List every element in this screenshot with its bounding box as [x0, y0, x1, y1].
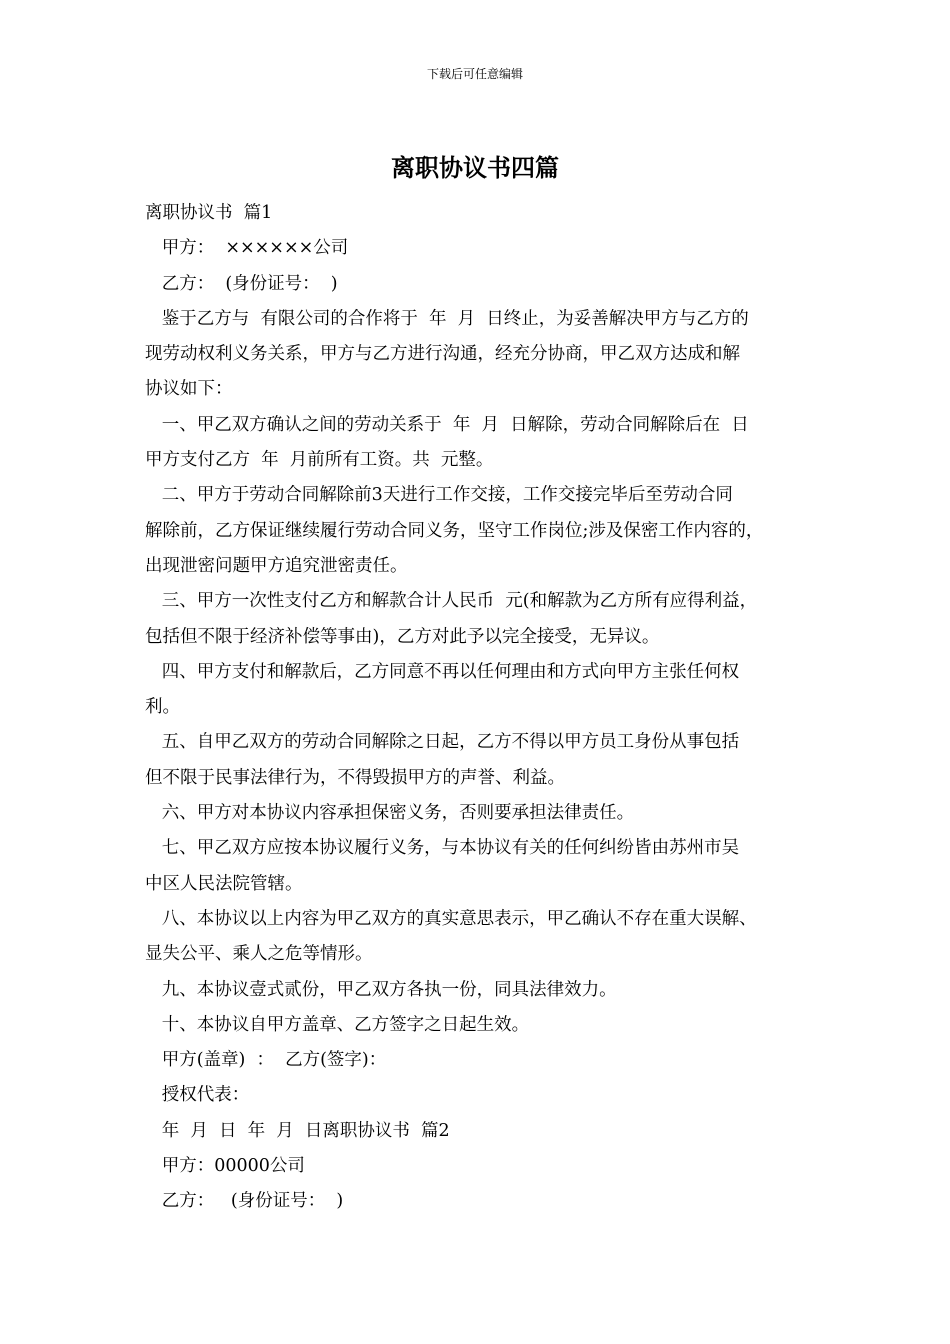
text-line: 甲方(盖章) ： 乙方(签字)： [145, 1050, 387, 1071]
text-line: 一、甲乙双方确认之间的劳动关系于 年 月 日解除，劳动合同解除后在 日 [145, 414, 749, 435]
text-line: 协议如下： [145, 379, 233, 400]
text-line: 四、甲方支付和解款后，乙方同意不再以任何理由和方式向甲方主张任何权 [145, 661, 740, 682]
text-line: 中区人民法院管辖。 [145, 873, 303, 894]
text-line: 年 月 日 年 月 日离职协议书 篇2 [145, 1120, 450, 1141]
text-line: 现劳动权利义务关系，甲方与乙方进行沟通，经充分协商，甲乙双方达成和解 [145, 344, 740, 365]
text-line: 甲方：00000公司 [145, 1156, 305, 1177]
text-line: 十、本协议自甲方盖章、乙方签字之日起生效。 [145, 1014, 530, 1035]
text-line: 出现泄密问题甲方追究泄密责任。 [145, 555, 408, 576]
text-line: 三、甲方一次性支付乙方和解款合计人民币 元(和解款为乙方所有应得利益， [145, 591, 758, 612]
text-line: 六、甲方对本协议内容承担保密义务，否则要承担法律责任。 [145, 803, 635, 824]
text-line: 八、本协议以上内容为甲乙双方的真实意思表示，甲乙确认不存在重大误解、 [145, 908, 757, 929]
text-line: 九、本协议壹式贰份，甲乙双方各执一份，同具法律效力。 [145, 979, 617, 1000]
header-note: 下载后可任意编辑 [426, 67, 523, 81]
text-line: 甲方支付乙方 年 月前所有工资。共 元整。 [145, 450, 494, 471]
text-line: 解除前，乙方保证继续履行劳动合同义务，坚守工作岗位;涉及保密工作内容的， [145, 520, 764, 541]
text-line: 离职协议书 篇1 [145, 203, 273, 223]
text-line: 五、自甲乙双方的劳动合同解除之日起，乙方不得以甲方员工身份从事包括 [145, 732, 740, 753]
document-title: 离职协议书四篇 [391, 153, 559, 182]
text-line: 乙方： (身份证号： ) [145, 273, 338, 294]
text-line: 鉴于乙方与 有限公司的合作将于 年 月 日终止，为妥善解决甲方与乙方的 [145, 308, 749, 329]
text-line: 七、甲乙双方应按本协议履行义务，与本协议有关的任何纠纷皆由苏州市吴 [145, 838, 740, 859]
text-line: 显失公平、乘人之危等情形。 [145, 944, 373, 965]
text-line: 乙方： (身份证号： ) [145, 1191, 344, 1212]
text-line: 二、甲方于劳动合同解除前3天进行工作交接，工作交接完毕后至劳动合同 [145, 485, 733, 506]
text-line: 但不限于民事法律行为，不得毁损甲方的声誉、利益。 [145, 767, 565, 788]
text-line: 授权代表： [145, 1085, 250, 1106]
document-body [145, 196, 835, 1220]
text-line: 包括但不限于经济补偿等事由)，乙方对此予以完全接受，无异议。 [145, 626, 660, 647]
text-line: 甲方： ××××××公司 [145, 238, 349, 259]
text-line: 利。 [145, 697, 180, 718]
